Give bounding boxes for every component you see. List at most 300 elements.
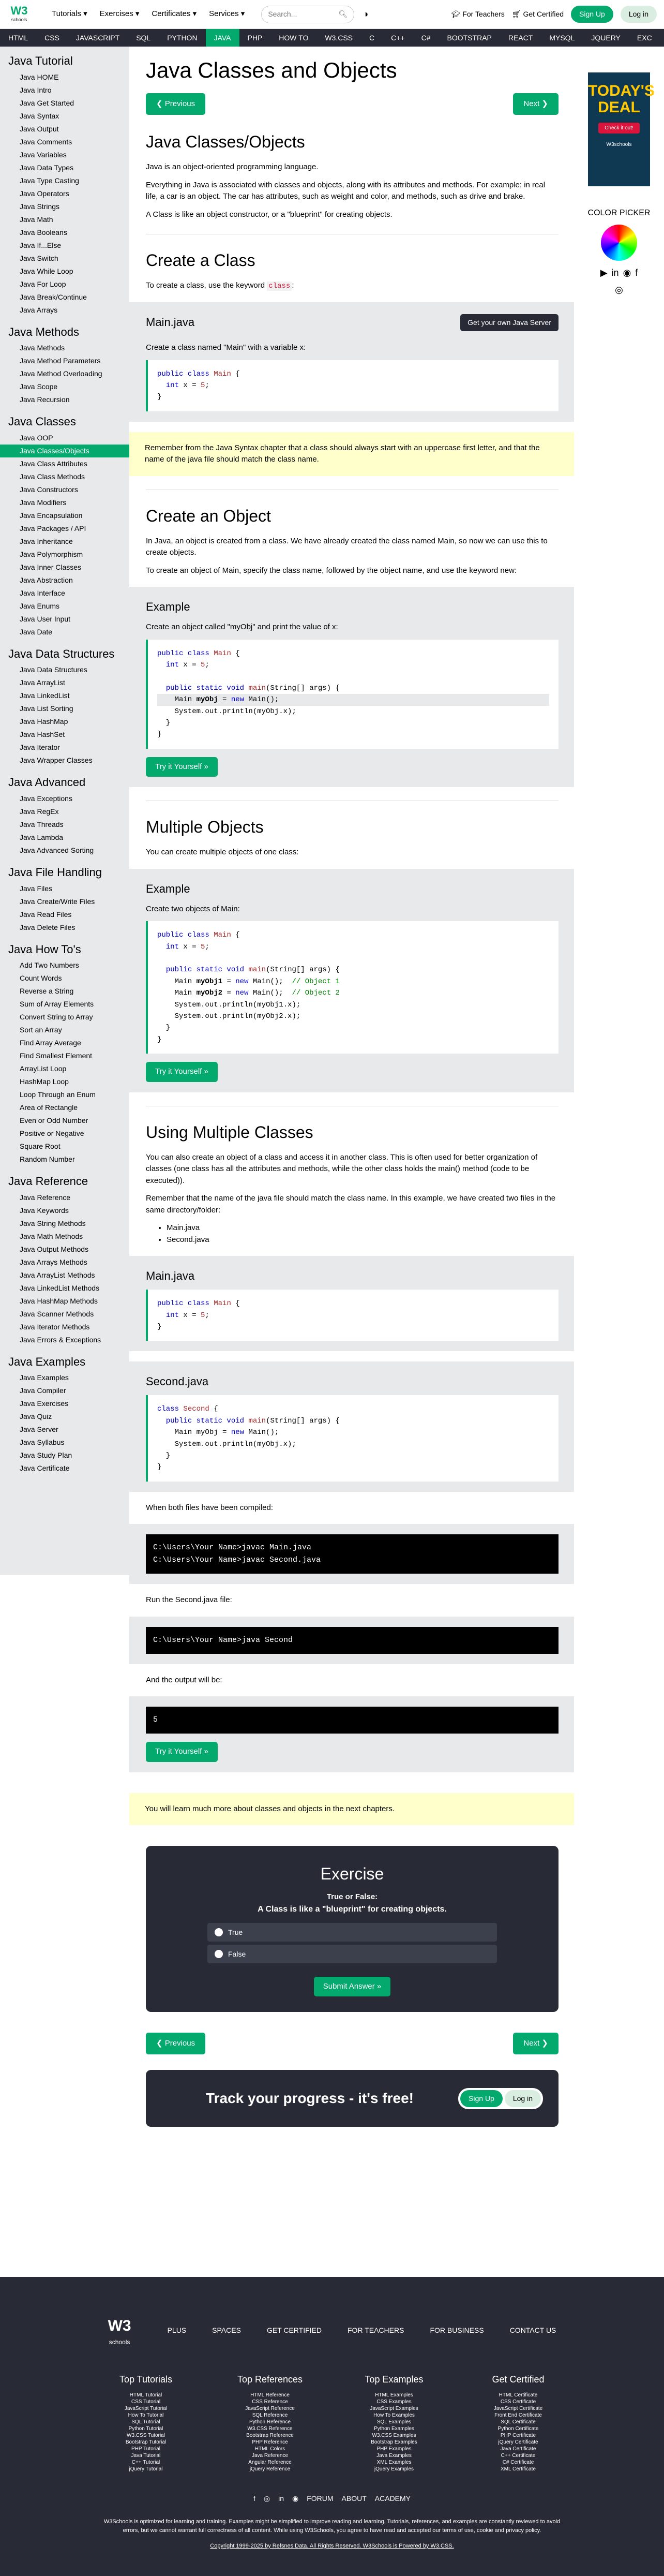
sidebar-item[interactable]: Java Method Parameters — [20, 357, 101, 365]
sidebar-heading: Java Advanced — [8, 776, 86, 789]
footer-link[interactable]: JavaScript Tutorial — [124, 2406, 168, 2411]
lang-tab-mysql[interactable]: MYSQL — [549, 34, 575, 42]
footer-instagram-icon[interactable]: ◎ — [263, 2494, 270, 2503]
code-second-file: class Second { public static void main(String[] args) { Main myObj = new Main(); System.out.println(myObj.x); } } — [146, 1395, 559, 1481]
search-input[interactable] — [261, 6, 354, 23]
footer-link[interactable]: PHP Examples — [376, 2446, 412, 2452]
sidebar-item[interactable]: Java Keywords — [20, 1206, 69, 1215]
footer-link[interactable]: How To Tutorial — [128, 2412, 164, 2418]
lang-tab-how-to[interactable]: HOW TO — [279, 34, 309, 42]
sidebar-item[interactable]: Java Inner Classes — [20, 562, 82, 571]
sidebar-item[interactable]: Java Methods — [20, 344, 65, 352]
footer-link[interactable]: XML Examples — [376, 2460, 412, 2465]
previous-button-bottom[interactable]: ❮ Previous — [146, 2033, 205, 2054]
next-button[interactable]: Next ❯ — [513, 93, 559, 115]
sidebar-item[interactable]: Java Abstraction — [20, 575, 73, 584]
sidebar-heading: Java Reference — [8, 1175, 88, 1188]
footer-disclaimer: W3Schools is optimized for learning and training. Examples might be simplified to improve reading and learning. Tutorials, references, and examples are constantly reviewed to avoid errors, but we cannot warrant full correctness of all content. While using W3Schools, you agree to have read and accepted our terms of use, cookie and privacy policy. — [103, 2519, 561, 2534]
sidebar-heading: Java Tutorial — [8, 54, 73, 67]
footer-link[interactable]: GET CERTIFIED — [266, 2326, 322, 2334]
radio-true[interactable] — [215, 1928, 223, 1936]
sidebar-item[interactable]: Java Iterator — [20, 743, 60, 752]
list-item: • Second.java — [167, 1234, 559, 1246]
sidebar-item[interactable]: Java Scanner Methods — [20, 1309, 94, 1318]
next-button-bottom[interactable]: Next ❯ — [513, 2033, 559, 2054]
get-certified-link[interactable]: 🛒︎ Get Certified — [511, 10, 564, 18]
sidebar-item[interactable]: Java Constructors — [20, 485, 78, 494]
track-progress-text: Track your progress - it's free! — [206, 2090, 414, 2107]
footer-column-title: Get Certified — [492, 2374, 545, 2385]
sidebar-item[interactable]: Java Delete Files — [20, 923, 76, 931]
output-paragraph: And the output will be: — [146, 1675, 222, 1684]
footer-link[interactable]: HTML Tutorial — [129, 2392, 162, 2398]
sidebar-item[interactable]: Java Data Structures — [20, 665, 87, 674]
track-sign-up-button[interactable]: Sign Up — [460, 2090, 503, 2107]
option-true-label: True — [228, 1928, 243, 1936]
exercise-question-1: True or False: — [326, 1892, 378, 1902]
create-class-text: To create a class, use the keyword — [146, 281, 265, 290]
sidebar-item[interactable]: Java Advanced Sorting — [20, 846, 94, 854]
footer-link[interactable]: W3.CSS Reference — [247, 2426, 293, 2432]
code-box-main — [129, 302, 574, 422]
sidebar-item[interactable]: Java Date — [20, 627, 53, 636]
syntax-note: Remember from the Java Syntax chapter that a class should always start with an uppercase first letter, and that the name of the java file should match the class name. — [129, 432, 574, 476]
footer-link[interactable]: C# Certificate — [502, 2460, 534, 2465]
footer-copyright: Copyright 1999-2025 by Refsnes Data. All Rights Reserved. W3Schools is Powered by W3.CSS. — [210, 2543, 454, 2549]
footer-link[interactable]: CONTACT US — [509, 2326, 556, 2334]
sidebar-item[interactable]: Java Output — [20, 124, 59, 133]
sidebar-item[interactable]: Java Create/Write Files — [20, 897, 95, 906]
footer-column — [234, 2373, 306, 2473]
search-placeholder: Search... — [268, 10, 297, 18]
lang-tab-java[interactable]: JAVA — [206, 29, 239, 47]
sidebar-item[interactable]: Loop Through an Enum — [20, 1090, 96, 1099]
section-title-multiple-objects: Multiple Objects — [146, 818, 264, 837]
sidebar-item[interactable]: Find Smallest Element — [20, 1052, 93, 1060]
footer-link[interactable]: JavaScript Examples — [370, 2406, 418, 2411]
footer-link[interactable]: SQL Certificate — [501, 2419, 536, 2425]
lang-tab-php[interactable]: PHP — [247, 34, 263, 42]
sidebar-item[interactable]: Java Lambda — [20, 833, 64, 841]
sidebar-item[interactable]: Java Files — [20, 884, 53, 893]
footer-link[interactable]: jQuery Examples — [374, 2466, 414, 2472]
footer-link[interactable]: W3.CSS Examples — [372, 2433, 416, 2438]
footer-link[interactable]: Java Examples — [376, 2453, 412, 2459]
sidebar-item[interactable]: Java Wrapper Classes — [20, 756, 93, 765]
sidebar-heading: Java Data Structures — [8, 647, 115, 660]
sidebar-item[interactable]: Count Words — [20, 974, 62, 983]
sidebar-item[interactable]: Java Data Types — [20, 163, 74, 172]
example-title-2: Example — [146, 882, 190, 895]
sign-up-button[interactable]: Sign Up — [571, 6, 613, 23]
nav-services[interactable]: Services ▾ — [209, 9, 245, 19]
sidebar-item[interactable]: Java Compiler — [20, 1386, 66, 1395]
nav-tutorials[interactable]: Tutorials ▾ — [52, 9, 87, 19]
code-create-object: public class Main { int x = 5; public static void main(String[] args) { Main myObj = new Main(); System.out.println(myObj.x); } } — [146, 640, 559, 749]
footer-link[interactable]: jQuery Tutorial — [129, 2466, 163, 2472]
ad-line-1: TODAY'S — [588, 82, 655, 99]
section-title-create-class: Create a Class — [146, 251, 255, 270]
footer-column-title: Top Examples — [365, 2374, 424, 2385]
sidebar-item[interactable]: Java Inheritance — [20, 537, 73, 545]
lang-tab-c[interactable]: C — [369, 34, 375, 42]
sidebar-item[interactable]: Square Root — [20, 1142, 61, 1151]
footer-link[interactable]: SQL Tutorial — [131, 2419, 160, 2425]
footer-link[interactable]: CSS Examples — [376, 2399, 412, 2405]
footer-link[interactable]: Bootstrap Reference — [246, 2433, 294, 2438]
output-box — [129, 1696, 574, 1772]
footer-bottom-link[interactable]: FORUM — [307, 2494, 334, 2503]
sidebar-item[interactable]: Java Read Files — [20, 910, 72, 919]
try-it-button-2[interactable]: Try it Yourself » — [146, 1062, 218, 1082]
sidebar-item[interactable]: HashMap Loop — [20, 1077, 69, 1086]
footer-link[interactable]: CSS Tutorial — [131, 2399, 161, 2405]
file-title-second: Second.java — [146, 1375, 209, 1388]
sidebar-item[interactable]: Java Classes/Objects — [0, 445, 129, 457]
youtube-icon[interactable]: ▶ — [600, 268, 608, 278]
sidebar-item[interactable]: Java Variables — [20, 150, 67, 159]
sidebar-item[interactable]: Java Comments — [20, 137, 72, 146]
footer-link[interactable]: Bootstrap Tutorial — [125, 2439, 167, 2445]
sidebar-item[interactable]: Java Class Attributes — [20, 459, 87, 468]
sidebar-item[interactable]: Java Exceptions — [20, 794, 72, 803]
footer-link[interactable]: jQuery Certificate — [498, 2439, 538, 2445]
output-value: 5 — [146, 1707, 559, 1734]
discord-icon[interactable]: ◉ — [623, 268, 631, 278]
sidebar-item[interactable]: Java Math Methods — [20, 1232, 83, 1240]
list-item: • Main.java — [167, 1222, 559, 1234]
sidebar — [0, 47, 129, 1575]
footer-link[interactable]: HTML Reference — [250, 2392, 290, 2398]
option-false-label: False — [228, 1949, 246, 1958]
example-desc-1: Create an object called "myObj" and print the value of x: — [146, 623, 338, 632]
sidebar-item[interactable]: Java Class Methods — [20, 472, 85, 481]
log-in-button[interactable]: Log in — [621, 6, 657, 23]
lang-tab-html[interactable]: HTML — [8, 34, 28, 42]
run-command: C:\Users\Your Name>java Second — [146, 1627, 559, 1654]
footer-link[interactable]: HTML Colors — [254, 2446, 285, 2452]
lang-tab-bootstrap[interactable]: BOOTSTRAP — [447, 34, 492, 42]
footer-link[interactable]: SQL Reference — [252, 2412, 288, 2418]
files-paragraph: Remember that the name of the java file should match the class name. In this example, we have created two files in the same directory/folder: — [146, 1194, 556, 1215]
advert[interactable] — [588, 72, 655, 186]
footer-link[interactable]: Python Examples — [374, 2426, 414, 2432]
sidebar-item[interactable]: Java Reference — [20, 1193, 71, 1202]
sidebar-item[interactable]: Java For Loop — [20, 279, 66, 288]
sidebar-item[interactable]: Java Encapsulation — [20, 511, 83, 520]
create-class-paragraph: To create a class, use the keyword class : — [146, 281, 294, 290]
sidebar-item[interactable]: Java If...Else — [20, 241, 62, 249]
get-certified-label: Get Certified — [523, 10, 564, 18]
sidebar-item[interactable]: Java Quiz — [20, 1412, 52, 1421]
footer-link[interactable]: XML Certificate — [501, 2466, 536, 2472]
logo-text: W3 — [10, 4, 28, 17]
option-false[interactable] — [207, 1945, 497, 1963]
footer-link[interactable]: W3.CSS Tutorial — [127, 2433, 165, 2438]
footer-column-title: Top References — [237, 2374, 303, 2385]
lang-tab-exc[interactable]: EXC — [637, 34, 652, 42]
sidebar-item[interactable]: Java Iterator Methods — [20, 1322, 90, 1331]
code-main-file: public class Main { int x = 5; } — [146, 1290, 559, 1341]
sidebar-item[interactable]: Java Certificate — [20, 1464, 70, 1473]
footer-link[interactable]: Java Reference — [251, 2453, 289, 2459]
footer-link[interactable]: How To Examples — [373, 2412, 415, 2418]
color-picker-icon[interactable] — [601, 225, 637, 261]
sidebar-item[interactable]: Java Examples — [20, 1373, 69, 1382]
file-title-main-2: Main.java — [146, 1269, 195, 1283]
footer-facebook-icon[interactable]: f — [253, 2494, 255, 2503]
search-icon[interactable]: 🔍︎ — [338, 10, 348, 18]
footer-link[interactable]: CSS Certificate — [500, 2399, 536, 2405]
sidebar-item[interactable]: Java LinkedList — [20, 691, 70, 700]
sidebar-item[interactable]: Java String Methods — [20, 1219, 86, 1227]
radio-false[interactable] — [215, 1950, 223, 1958]
footer-bottom-link[interactable]: ACADEMY — [374, 2494, 411, 2503]
sidebar-item[interactable]: Sort an Array — [20, 1026, 62, 1034]
intro-paragraph: Java is an object-oriented programming language. — [146, 162, 319, 171]
sidebar-item[interactable]: Java Get Started — [20, 98, 74, 107]
lang-tab-c-[interactable]: C# — [421, 34, 431, 42]
footer-link[interactable]: Angular Reference — [248, 2460, 292, 2465]
sidebar-item[interactable]: Random Number — [20, 1155, 75, 1164]
ad-line-2: DEAL — [598, 98, 640, 116]
track-progress-banner — [146, 2070, 559, 2127]
sidebar-item[interactable]: Java Threads — [20, 820, 64, 828]
footer-link[interactable]: PLUS — [167, 2326, 187, 2334]
get-server-button[interactable]: Get your own Java Server — [460, 314, 559, 331]
sidebar-item[interactable]: Java HOME — [20, 72, 59, 81]
footer-column — [482, 2373, 554, 2473]
exercise-panel — [146, 1846, 559, 2012]
blueprint-paragraph: A Class is like an object constructor, or a "blueprint" for creating objects. — [146, 210, 393, 219]
lang-tab-python[interactable]: PYTHON — [167, 34, 198, 42]
footer-link[interactable]: C++ Tutorial — [131, 2460, 160, 2465]
create-object-paragraph: In Java, an object is created from a class. We have already created the class named Main, so now we can use this to create objects. — [146, 536, 548, 557]
for-teachers-label: For Teachers — [462, 10, 505, 18]
footer-discord-icon[interactable]: ◉ — [292, 2494, 299, 2503]
cmd-line-1: C:\Users\Your Name>javac Main.java — [153, 1543, 312, 1552]
exercise-title: Exercise — [320, 1864, 384, 1884]
footer-link[interactable]: Bootstrap Examples — [371, 2439, 417, 2445]
sidebar-item[interactable]: Reverse a String — [20, 987, 74, 996]
sidebar-item[interactable]: Java List Sorting — [20, 704, 73, 713]
sidebar-item[interactable]: Java Scope — [20, 382, 58, 391]
sidebar-item[interactable]: Java Recursion — [20, 395, 70, 404]
footer-bottom-link[interactable]: ABOUT — [341, 2494, 367, 2503]
sidebar-item[interactable]: Java Switch — [20, 254, 58, 262]
example-title: Example — [146, 600, 190, 614]
sidebar-item[interactable]: Java HashSet — [20, 730, 65, 739]
sidebar-item[interactable]: Java RegEx — [20, 807, 59, 816]
footer-link[interactable]: HTML Certificate — [499, 2392, 538, 2398]
top-bar — [0, 0, 664, 29]
sidebar-item[interactable]: Java Enums — [20, 601, 60, 610]
sidebar-item[interactable]: Java Study Plan — [20, 1451, 72, 1460]
create-main-desc: Create a class named "Main" with a variable x: — [146, 343, 306, 352]
right-column — [574, 47, 664, 297]
footer-link[interactable]: Java Tutorial — [131, 2453, 161, 2459]
code-box-main-2 — [129, 1256, 574, 1351]
sidebar-item[interactable]: Even or Odd Number — [20, 1116, 88, 1125]
footer-link[interactable]: HTML Examples — [375, 2392, 413, 2398]
lang-tab-javascript[interactable]: JAVASCRIPT — [76, 34, 120, 42]
lang-tab-w3-css[interactable]: W3.CSS — [325, 34, 353, 42]
sidebar-item[interactable]: ArrayList Loop — [20, 1064, 67, 1073]
new-keyword-paragraph: To create an object of Main, specify the class name, followed by the object name, and use the keyword new: — [146, 566, 517, 575]
run-paragraph: Run the Second.java file: — [146, 1595, 232, 1605]
footer-link[interactable]: JavaScript Reference — [245, 2406, 295, 2411]
section-title-multiple-classes: Using Multiple Classes — [146, 1122, 313, 1142]
footer-link[interactable]: Java Certificate — [500, 2446, 536, 2452]
theme-toggle-icon[interactable]: ◑ — [363, 9, 369, 19]
run-box — [129, 1617, 574, 1664]
linkedin-icon[interactable]: in — [611, 268, 619, 278]
ad-button[interactable]: Check it out! — [598, 123, 640, 134]
color-picker-title: COLOR PICKER — [587, 209, 651, 217]
keyword-class: class — [267, 282, 292, 291]
main-content — [129, 47, 574, 2142]
footer-column — [110, 2373, 182, 2473]
footer-link[interactable]: jQuery Reference — [249, 2466, 291, 2472]
sidebar-item[interactable]: Java Interface — [20, 588, 65, 597]
sidebar-heading: Java File Handling — [8, 865, 102, 879]
sidebar-item[interactable]: Java ArrayList — [20, 678, 65, 687]
multiple-objects-paragraph: You can create multiple objects of one class: — [146, 848, 299, 857]
file-title-main: Main.java — [146, 316, 195, 329]
try-it-button-3[interactable]: Try it Yourself » — [146, 1742, 218, 1762]
sidebar-item[interactable]: Java Operators — [20, 189, 69, 198]
multiple-classes-paragraph: You can also create an object of a class and access it in another class. This is often used for better organization of classes (one class has all the attributes and methods, while the other class holds the main() method (code to be executed)). — [146, 1152, 538, 1185]
footer-logo[interactable] — [108, 2314, 131, 2347]
footer-column-title: Top Tutorials — [119, 2374, 173, 2385]
sidebar-item[interactable]: Java Packages / API — [20, 524, 86, 532]
car-paragraph: Everything in Java is associated with classes and objects, along with its attributes and methods. For example: in real life, a car is an object. The car has attributes, such as weight and color, and methods, such as drive and brake. — [146, 180, 546, 201]
code-main-class: public class Main { int x = 5; } — [146, 360, 559, 411]
sidebar-item[interactable]: Add Two Numbers — [20, 961, 79, 970]
sidebar-item[interactable]: Java Exercises — [20, 1399, 69, 1408]
sidebar-item[interactable]: Java OOP — [20, 433, 53, 442]
sidebar-item[interactable]: Java Polymorphism — [20, 550, 83, 558]
sidebar-item[interactable]: Find Array Average — [20, 1039, 81, 1047]
instagram-icon[interactable]: ◎ — [615, 285, 623, 295]
footer-column — [358, 2373, 430, 2473]
sidebar-item[interactable]: Java Arrays — [20, 305, 58, 314]
footer-link[interactable]: CSS Reference — [252, 2399, 288, 2405]
sidebar-item[interactable]: Java ArrayList Methods — [20, 1270, 95, 1279]
sidebar-item[interactable]: Java LinkedList Methods — [20, 1283, 100, 1292]
sidebar-item[interactable]: Java Errors & Exceptions — [20, 1335, 101, 1344]
footer-link[interactable]: Front End Certificate — [494, 2412, 542, 2418]
lang-tab-react[interactable]: REACT — [508, 34, 533, 42]
cmd-line-2: C:\Users\Your Name>javac Second.java — [153, 1556, 321, 1565]
lang-tab-sql[interactable]: SQL — [136, 34, 151, 42]
footer-link[interactable]: Python Reference — [249, 2419, 291, 2425]
w3schools-logo[interactable] — [7, 4, 31, 25]
for-teachers-link[interactable]: 🎓︎ For Teachers — [451, 10, 505, 18]
learn-more-note: You will learn much more about classes and objects in the next chapters. — [129, 1793, 574, 1826]
footer-link[interactable]: SPACES — [212, 2326, 241, 2334]
try-it-button-1[interactable]: Try it Yourself » — [146, 757, 218, 777]
sidebar-item[interactable]: Java Intro — [20, 85, 52, 94]
previous-button[interactable]: ❮ Previous — [146, 93, 205, 115]
sidebar-item[interactable]: Positive or Negative — [20, 1129, 84, 1138]
code-multiple-objects: public class Main { int x = 5; public static void main(String[] args) { Main myObj1 = new Main(); // Object 1 Main myObj2 = new Main(); // Object 2 System.out.println(myObj1.x); System.out.println(myObj2.x); } } — [146, 921, 559, 1054]
example-box-2 — [129, 869, 574, 1092]
sidebar-item[interactable]: Java Server — [20, 1425, 58, 1434]
code-box-second — [129, 1361, 574, 1491]
sidebar-item[interactable]: Convert String to Array — [20, 1013, 93, 1021]
compile-commands — [146, 1534, 559, 1574]
example-desc-2: Create two objects of Main: — [146, 904, 240, 913]
footer-link[interactable]: JavaScript Certificate — [493, 2406, 543, 2411]
footer-link[interactable]: Python Certificate — [497, 2426, 539, 2432]
sidebar-item[interactable]: Java Math — [20, 215, 53, 224]
footer-logo-sub: schools — [109, 2338, 130, 2346]
files-list — [167, 1222, 559, 1246]
nav-certificates[interactable]: Certificates ▾ — [152, 9, 197, 19]
footer-link[interactable]: PHP Tutorial — [131, 2446, 160, 2452]
sidebar-item[interactable]: Java HashMap Methods — [20, 1296, 98, 1305]
section-title-create-object: Create an Object — [146, 506, 271, 525]
compiled-paragraph: When both files have been compiled: — [146, 1503, 273, 1512]
compile-box — [129, 1524, 574, 1584]
sidebar-item[interactable]: Java Type Casting — [20, 176, 79, 185]
ad-brand: W3schools — [606, 142, 632, 147]
footer — [0, 2277, 664, 2576]
footer-link[interactable]: PHP Certificate — [500, 2433, 536, 2438]
track-log-in-button[interactable]: Log in — [505, 2090, 541, 2107]
sidebar-item[interactable]: Java HashMap — [20, 717, 68, 726]
sidebar-item[interactable]: Java Arrays Methods — [20, 1257, 87, 1266]
sidebar-item[interactable]: Java User Input — [20, 614, 71, 623]
sidebar-item[interactable]: Java Booleans — [20, 228, 67, 236]
footer-link[interactable]: PHP Reference — [252, 2439, 288, 2445]
example-box-1 — [129, 587, 574, 787]
sidebar-item[interactable]: Java While Loop — [20, 267, 73, 275]
page-title: Java Classes and Objects — [146, 58, 397, 82]
lang-tab-jquery[interactable]: JQUERY — [591, 34, 621, 42]
footer-link[interactable]: FOR TEACHERS — [348, 2326, 404, 2334]
sidebar-item[interactable]: Java Output Methods — [20, 1245, 89, 1253]
exercise-question-2: A Class is like a "blueprint" for creating objects. — [258, 1904, 447, 1914]
footer-link[interactable]: FOR BUSINESS — [430, 2326, 484, 2334]
facebook-icon[interactable]: f — [635, 268, 638, 278]
footer-link[interactable]: Python Tutorial — [128, 2426, 163, 2432]
footer-link[interactable]: SQL Examples — [376, 2419, 412, 2425]
footer-logo-text: W3 — [108, 2317, 131, 2334]
submit-answer-button[interactable]: Submit Answer » — [314, 1977, 391, 1997]
lang-tab-c-[interactable]: C++ — [391, 34, 405, 42]
sidebar-item[interactable]: Sum of Array Elements — [20, 1000, 94, 1009]
sidebar-heading: Java Methods — [8, 325, 79, 338]
option-true[interactable] — [207, 1923, 497, 1942]
sidebar-item[interactable]: Area of Rectangle — [20, 1103, 78, 1112]
section-title-classes-objects: Java Classes/Objects — [146, 132, 305, 151]
sidebar-item[interactable]: Java Method Overloading — [20, 369, 102, 378]
lang-tab-css[interactable]: CSS — [44, 34, 59, 42]
logo-subtext: schools — [11, 17, 27, 22]
sidebar-item[interactable]: Java Modifiers — [20, 498, 67, 507]
sidebar-item[interactable]: Java Strings — [20, 202, 60, 211]
nav-exercises[interactable]: Exercises ▾ — [99, 9, 140, 19]
sidebar-item[interactable]: Java Break/Continue — [20, 292, 87, 301]
sidebar-item[interactable]: Java Syllabus — [20, 1438, 65, 1447]
footer-link[interactable]: C++ Certificate — [501, 2453, 536, 2459]
sidebar-heading: Java How To's — [8, 942, 81, 956]
footer-linkedin-icon[interactable]: in — [278, 2494, 284, 2503]
sidebar-heading: Java Examples — [8, 1355, 86, 1368]
sidebar-item[interactable]: Java Syntax — [20, 111, 59, 120]
